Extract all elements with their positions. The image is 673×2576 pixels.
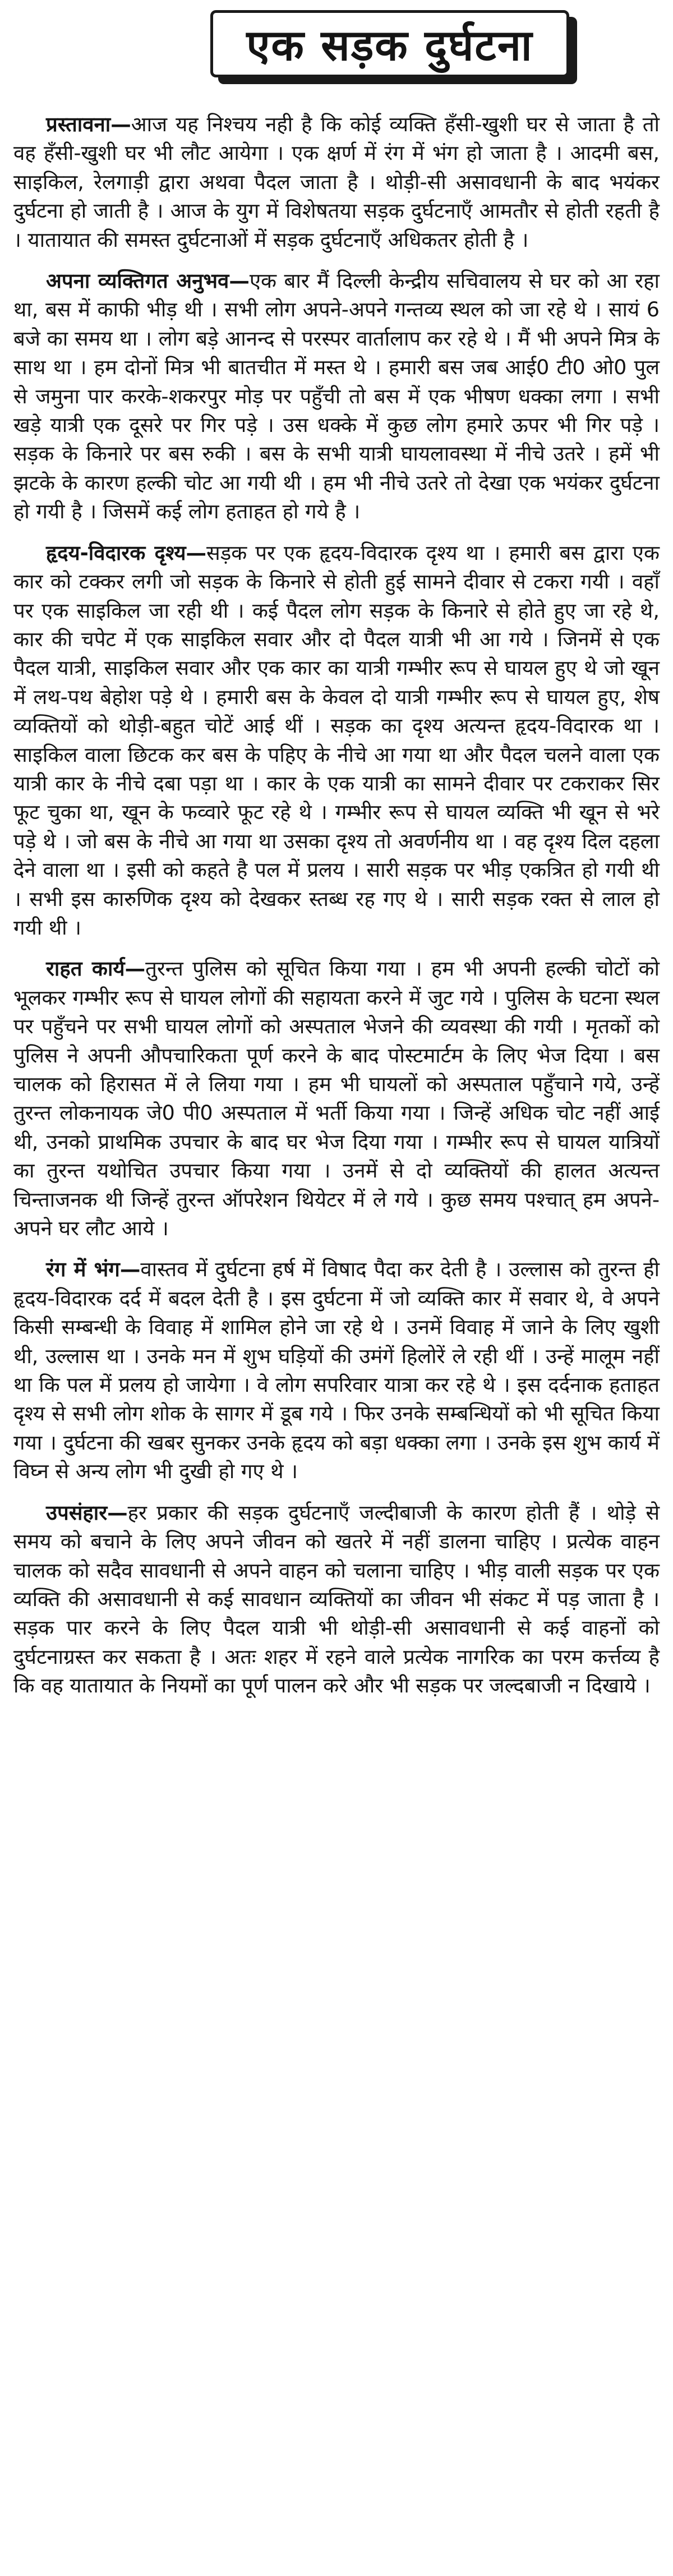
paragraph-conclusion — [13, 1498, 660, 1700]
text-personal-experience: एक बार मैं दिल्ली केन्द्रीय सचिवालय से घर को आ रहा था, बस में काफी भीड़ थी । सभी लोग अपने-अपने गन्तव्य स्थल को जा रहे थे । सायं 6 बजे का समय था । लोग बड़े आनन्द से परस्पर वार्तालाप कर रहे थे । मैं भी अपने मित्र के साथ था । हम दोनों मित्र भी बातचीत में मस्त थे । हमारी बस जब आई0 टी0 ओ0 पुल से जमुना पार करके-शकरपुर मोड़ पर पहुँची तो बस में एक भीषण धक्का लगा । सभी खड़े यात्री एक दूसरे पर गिर पड़े । उस धक्के में कुछ लोग हमारे ऊपर भी गिर पड़े । सड़क के किनारे पर बस रुकी । बस के सभी यात्री घायलावस्था में नीचे उतरे । हमें भी झटके के कारण हल्की चोट आ गयी थी । हम भी नीचे उतरे तो देखा एक भयंकर दुर्घटना हो गयी है । जिसमें कई लोग हताहत हो गये है । — [13, 269, 660, 524]
heading-conclusion: उपसंहार— — [46, 1500, 128, 1525]
heading-joy-spoiled: रंग में भंग— — [46, 1257, 141, 1282]
text-joy-spoiled: वास्तव में दुर्घटना हर्ष में विषाद पैदा कर देती है । उल्लास को तुरन्त ही हृदय-विदारक दर्द में बदल देती है । इस दुर्घटना में जो व्यक्ति कार में सवार थे, वे अपने किसी सम्बन्धी के विवाह में शामिल होने जा रहे थे । उनमें विवाह में जाने के लिए खुशी थी, उल्लास था । उनके मन में शुभ घड़ियों की उमंगें हिलोरें ले रही थीं । उन्हें मालूम नहीं था कि पल में प्रलय हो जायेगा । वे लोग सपरिवार यात्रा कर रहे थे । इस दर्दनाक हताहत दृश्य से सभी लोग शोक के सागर में डूब गये । फिर उनके सम्बन्धियों को भी सूचित किया गया । दुर्घटना की खबर सुनकर उनके हृदय को बड़ा धक्का लगा । उनके इस शुभ कार्य में विघ्न से अन्य लोग भी दुखी हो गए थे । — [13, 1257, 660, 1484]
text-introduction: आज यह निश्चय नही है कि कोई व्यक्ति हँसी-खुशी घर से जाता है तो वह हँसी-खुशी घर भी लौट आयेगा । एक क्षर्ण में रंग में भंग हो जाता है । आदमी बस, साइकिल, रेलगाड़ी द्वारा अथवा पैदल जाता है । थोड़ी-सी असावधानी के बाद भयंकर दुर्घटना हो जाती है । आज के युग में विशेषतया सड़क दुर्घटनाएँ आमतौर से होती रहती है । यातायात की समस्त दुर्घटनाओं में सड़क दुर्घटनाएँ अधिकतर होती है । — [13, 112, 660, 252]
title-box — [210, 10, 569, 77]
text-heartbreaking-scene: सड़क पर एक हृदय-विदारक दृश्य था । हमारी बस द्वारा एक कार को टक्कर लगी जो सड़क के किनारे से होती हुई सामने दीवार से टकरा गयी । वहाँ पर एक साइकिल जा रही थी । कई पैदल लोग सड़क के किनारे से होते हुए जा रहे थे, कार की चपेट में एक साइकिल सवार और दो पैदल यात्री भी आ गये । जिनमें से एक पैदल यात्री, साइकिल सवार और एक कार का यात्री गम्भीर रूप से घायल हुए थे जो खून में लथ-पथ बेहोश पड़े थे । हमारी बस के केवल दो यात्री गम्भीर रूप से घायल हुए, शेष व्यक्तियों को थोड़ी-बहुत चोटें आई थीं । सड़क का दृश्य अत्यन्त हृदय-विदारक था । साइकिल वाला छिटक कर बस के पहिए के नीचे आ गया था और पैदल चलने वाला एक यात्री कार के नीचे दबा पड़ा था । कार के एक यात्री का सामने दीवार पर टकराकर सिर फूट चुका था, खून के फव्वारे फूट रहे थे । गम्भीर रूप से घायल व्यक्ति भी खून से भरे पड़े थे । जो बस के नीचे आ गया था उसका दृश्य तो अवर्णनीय था । वह दृश्य दिल दहला देने वाला था । इसी को कहते है पल में प्रलय । सारी सड़क पर भीड़ एकत्रित हो गयी थी । सभी इस कारुणिक दृश्य को देखकर स्तब्ध रह गए थे । सारी सड़क रक्त से लाल हो गयी थी । — [13, 540, 660, 940]
heading-introduction: प्रस्तावना— — [46, 112, 131, 136]
paragraph-personal-experience — [13, 266, 660, 526]
essay-body — [13, 110, 660, 1713]
heading-personal-experience: अपना व्यक्तिगत अनुभव— — [46, 269, 250, 293]
page-title: एक सड़क दुर्घटना — [246, 20, 533, 70]
heading-relief-work: राहत कार्य— — [46, 956, 146, 981]
paragraph-introduction — [13, 110, 660, 254]
paragraph-heartbreaking-scene — [13, 539, 660, 942]
paragraph-joy-spoiled — [13, 1255, 660, 1485]
text-conclusion: हर प्रकार की सड़क दुर्घटनाएँ जल्दीबाजी के कारण होती हैं । थोड़े से समय को बचाने के लिए अपने जीवन को खतरे में नहीं डालना चाहिए । प्रत्येक वाहन चालक को सदैव सावधानी से अपने वाहन को चलाना चाहिए । भीड़ वाली सड़क पर एक व्यक्ति की असावधानी से कई सावधान व्यक्तियों का जीवन भी संकट में पड़ जाता है । सड़क पार करने के लिए पैदल यात्री भी थोड़ी-सी असावधानी से कई वाहनों को दुर्घटनाग्रस्त कर सकता है । अतः शहर में रहने वाले प्रत्येक नागरिक का परम कर्त्तव्य है कि वह यातायात के नियमों का पूर्ण पालन करे और भी सड़क पर जल्दबाजी न दिखाये । — [13, 1500, 660, 1698]
heading-heartbreaking-scene: हृदय-विदारक दृश्य— — [46, 540, 207, 565]
paragraph-relief-work — [13, 954, 660, 1243]
text-relief-work: तुरन्त पुलिस को सूचित किया गया । हम भी अपनी हल्की चोटों को भूलकर गम्भीर रूप से घायल लोगों की सहायता करने में जुट गये । पुलिस के घटना स्थल पर पहुँचने पर सभी घायल लोगों को अस्पताल भेजने की व्यवस्था की गयी । मृतकों को पुलिस ने अपनी औपचारिकता पूर्ण करने के बाद पोस्टमार्टम के लिए भेज दिया । बस चालक को हिरासत में ले लिया गया । हम भी घायलों को अस्पताल पहुँचाने गये, उन्हें तुरन्त लोकनायक जे0 पी0 अस्पताल में भर्ती किया गया । जिन्हें अधिक चोट नहीं आई थी, उनको प्राथमिक उपचार के बाद घर भेज दिया गया । गम्भीर रूप से घायल यात्रियों का तुरन्त यथोचित उपचार किया गया । उनमें से दो व्यक्तियों की हालत अत्यन्त चिन्ताजनक थी जिन्हें तुरन्त ऑपरेशन थियेटर में ले गये । कुछ समय पश्चात् हम अपने-अपने घर लौट आये । — [13, 956, 660, 1241]
